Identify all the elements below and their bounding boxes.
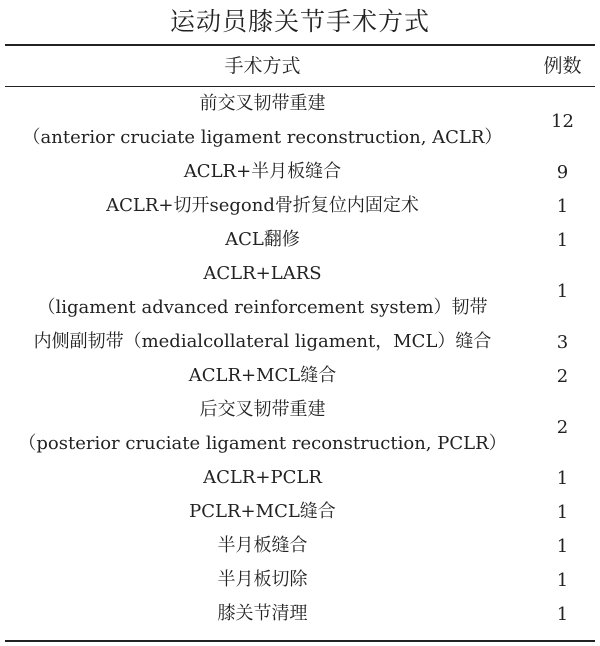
count-cell: 2 <box>556 416 569 438</box>
method-text: 前交叉韧带重建 <box>199 93 326 114</box>
table-row <box>0 155 600 189</box>
method-text: 半月板切除 <box>217 569 308 590</box>
count-cell: 1 <box>556 467 569 489</box>
method-text: （posterior cruciate ligament reconstruction, PCLR） <box>18 433 507 454</box>
method-cell <box>0 223 525 257</box>
table-header <box>0 46 600 86</box>
method-text: ACLR+半月板缝合 <box>183 161 342 182</box>
count-cell: 2 <box>556 365 569 387</box>
table-row <box>0 325 600 359</box>
method-text: 内侧副韧带（medialcollateral ligament，MCL）缝合 <box>33 331 492 352</box>
method-text: 膝关节清理 <box>217 603 308 624</box>
header-count: 例数 <box>543 55 582 77</box>
method-cell <box>0 563 525 597</box>
count-cell: 1 <box>556 535 569 557</box>
method-text: 半月板缝合 <box>217 535 308 556</box>
table-row <box>0 393 600 461</box>
method-cell <box>0 155 525 189</box>
method-text: ACLR+PCLR <box>203 467 322 488</box>
table-row <box>0 257 600 325</box>
table-row <box>0 529 600 563</box>
table-row <box>0 87 600 155</box>
method-cell <box>0 461 525 495</box>
method-cell <box>0 495 525 529</box>
method-text: ACLR+MCL缝合 <box>188 365 337 386</box>
method-text: PCLR+MCL缝合 <box>189 501 336 522</box>
table-row <box>0 359 600 393</box>
method-cell <box>0 257 525 325</box>
method-text: ACLR+LARS <box>203 263 322 284</box>
count-cell: 9 <box>556 161 569 183</box>
table-body <box>0 87 600 631</box>
count-cell: 1 <box>556 280 569 302</box>
method-text: ACL翻修 <box>225 229 300 250</box>
method-cell <box>0 393 525 461</box>
method-text: 后交叉韧带重建 <box>199 399 326 420</box>
method-cell <box>0 325 525 359</box>
count-cell: 1 <box>556 229 569 251</box>
bottom-rule <box>5 640 595 642</box>
table-row <box>0 223 600 257</box>
method-cell <box>0 189 525 223</box>
method-cell <box>0 597 525 631</box>
count-cell: 1 <box>556 195 569 217</box>
count-cell: 3 <box>556 331 569 353</box>
method-cell <box>0 87 525 155</box>
table-title: 运动员膝关节手术方式 <box>169 7 430 36</box>
count-cell: 1 <box>556 501 569 523</box>
method-text: （ligament advanced reinforcement system）韧带 <box>37 297 488 318</box>
method-text: （anterior cruciate ligament reconstruction, ACLR） <box>22 127 503 148</box>
table-row <box>0 189 600 223</box>
table-row <box>0 461 600 495</box>
count-cell: 1 <box>556 569 569 591</box>
table-row <box>0 563 600 597</box>
method-cell <box>0 529 525 563</box>
method-text: ACLR+切开segond骨折复位内固定术 <box>106 195 419 216</box>
table-row <box>0 597 600 631</box>
method-cell <box>0 359 525 393</box>
table-row <box>0 495 600 529</box>
header-method: 手术方式 <box>224 55 301 77</box>
count-cell: 12 <box>551 110 574 132</box>
count-cell: 1 <box>556 603 569 625</box>
